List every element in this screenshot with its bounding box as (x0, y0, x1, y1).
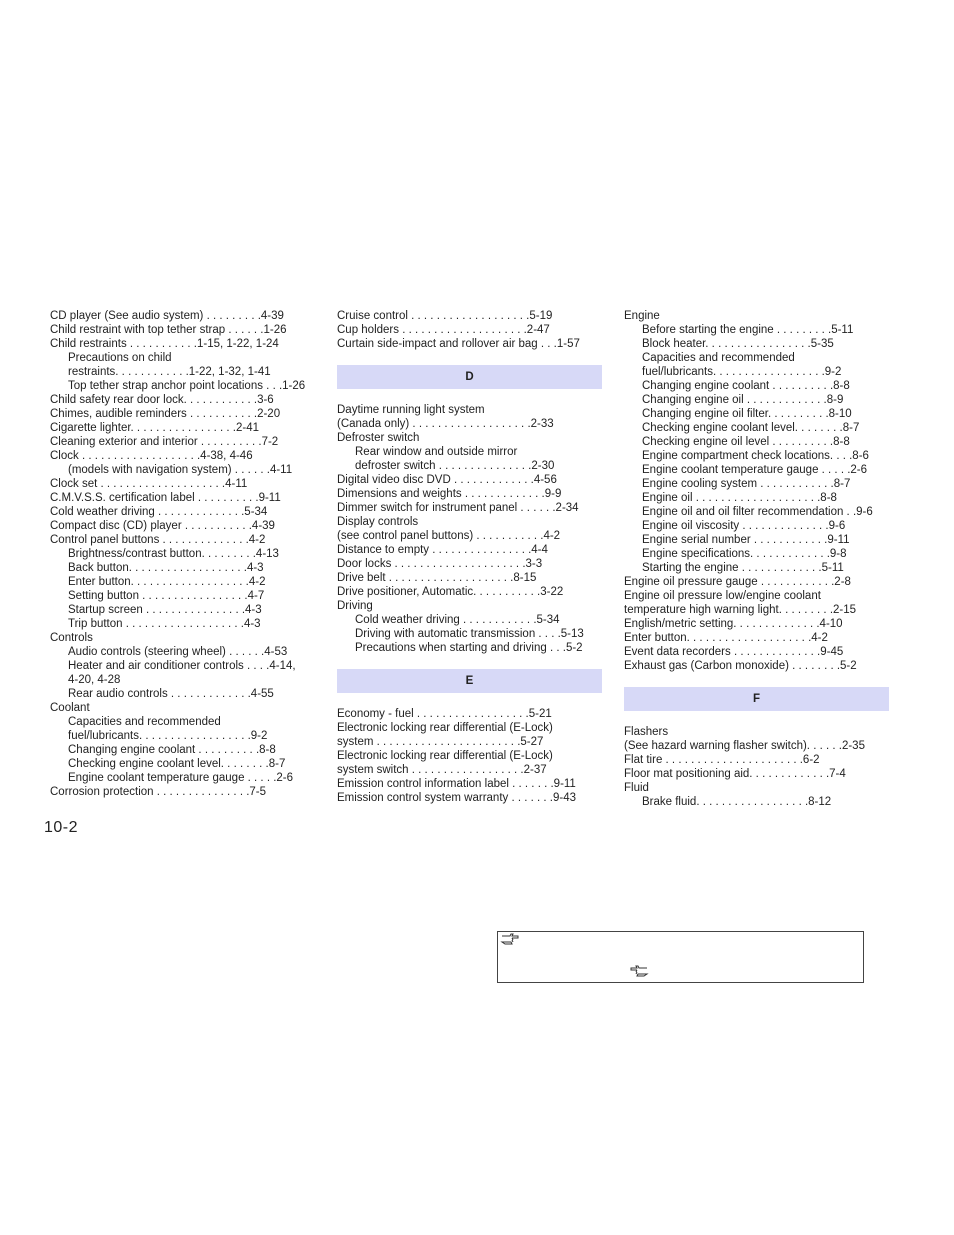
index-subentry: Cold weather driving . . . . . . . . . . . .5-34 (355, 614, 560, 626)
index-subentry: Engine oil and oil filter recommendation . .9-6 (642, 506, 873, 518)
index-entry: Dimensions and weights . . . . . . . . . . . . .9-9 (337, 488, 562, 500)
index-column-1 (50, 309, 315, 799)
page-number: 10-2 (44, 819, 79, 836)
index-entry: Drive belt . . . . . . . . . . . . . . . . . . . .8-15 (337, 572, 537, 584)
index-entry: Cruise control . . . . . . . . . . . . . . . . . . .5-19 (337, 310, 553, 322)
index-entry: Clock set . . . . . . . . . . . . . . . . . . . .4-11 (50, 478, 248, 490)
index-entry: Chimes, audible reminders . . . . . . . . . . .2-20 (50, 408, 281, 420)
index-entry: Engine (624, 310, 660, 322)
index-entry: system . . . . . . . . . . . . . . . . . . . . . . .5-27 (337, 736, 544, 748)
index-subentry: Capacities and recommended (642, 352, 795, 364)
index-subentry: Starting the engine . . . . . . . . . . . . .5-11 (642, 562, 844, 574)
index-entry: Enter button. . . . . . . . . . . . . . . . . . . .4-2 (624, 632, 828, 644)
index-entry: Emission control information label . . . . . . .9-11 (337, 778, 576, 790)
index-entry: Fluid (624, 782, 649, 794)
index-subentry: Changing engine oil . . . . . . . . . . . . .8-9 (642, 394, 844, 406)
index-entry: Child safety rear door lock. . . . . . . . . . . .3-6 (50, 394, 274, 406)
index-subentry: Changing engine coolant . . . . . . . . . .8-8 (642, 380, 850, 392)
section-header-e: E (337, 669, 602, 693)
index-entry: C.M.V.S.S. certification label . . . . . . . . . .9-11 (50, 492, 281, 504)
index-entry: Drive positioner, Automatic. . . . . . . . . . .3-22 (337, 586, 564, 598)
index-subentry: Engine oil viscosity . . . . . . . . . . . . . .9-6 (642, 520, 846, 532)
footer-box (497, 931, 864, 983)
index-subentry: Rear window and outside mirror (355, 446, 518, 458)
index-subentry: Checking engine coolant level. . . . . . . .8-7 (642, 422, 860, 434)
index-subentry: Changing engine oil filter. . . . . . . . . .8-10 (642, 408, 852, 420)
index-entry: Emission control system warranty . . . . . . .9-43 (337, 792, 577, 804)
index-entry: Clock . . . . . . . . . . . . . . . . . . .4-38, 4-46 (50, 450, 253, 462)
index-entry: Dimmer switch for instrument panel . . . . . .2-34 (337, 502, 579, 514)
index-entry: Cold weather driving . . . . . . . . . . . . . .5-34 (50, 506, 268, 518)
index-entry: Child restraint with top tether strap . . . . . .1-26 (50, 324, 287, 336)
index-entry: (See hazard warning flasher switch). . . . . .2-35 (624, 740, 865, 752)
index-entry: Cigarette lighter. . . . . . . . . . . . . . . . .2-41 (50, 422, 259, 434)
index-subentry: Brake fluid. . . . . . . . . . . . . . . . . .8-12 (642, 796, 832, 808)
index-entry: Distance to empty . . . . . . . . . . . . . . . .4-4 (337, 544, 548, 556)
index-subentry: Trip button . . . . . . . . . . . . . . . . . . .4-3 (68, 618, 261, 630)
pointing-hand-right-icon (500, 933, 520, 950)
index-entry: Flashers (624, 726, 669, 738)
index-subentry: Engine specifications. . . . . . . . . . . . .9-8 (642, 548, 847, 560)
index-subentry: Engine cooling system . . . . . . . . . . . .8-7 (642, 478, 851, 490)
index-entry: Digital video disc DVD . . . . . . . . . . . . .4-56 (337, 474, 557, 486)
index-entry: English/metric setting. . . . . . . . . . . . . .4-10 (624, 618, 843, 630)
section-header-d: D (337, 365, 602, 389)
index-subentry: Startup screen . . . . . . . . . . . . . . . .4-3 (68, 604, 262, 616)
index-entry: Flat tire . . . . . . . . . . . . . . . . . . . . . .6-2 (624, 754, 820, 766)
index-entry: Electronic locking rear differential (E-Lock) (337, 722, 553, 734)
index-entry: Cup holders . . . . . . . . . . . . . . . . . . . .2-47 (337, 324, 550, 336)
index-entry: Exhaust gas (Carbon monoxide) . . . . . . . .5-2 (624, 660, 857, 672)
column2-top-entries (337, 309, 602, 351)
index-entry: Economy - fuel . . . . . . . . . . . . . . . . . .5-21 (337, 708, 552, 720)
index-subentry: Checking engine oil level . . . . . . . . . .8-8 (642, 436, 850, 448)
index-subentry: Block heater. . . . . . . . . . . . . . . . .5-35 (642, 338, 834, 350)
index-entry: Door locks . . . . . . . . . . . . . . . . . . . . .3-3 (337, 558, 543, 570)
index-entry: (Canada only) . . . . . . . . . . . . . . . . . . .2-33 (337, 418, 554, 430)
index-entry: Defroster switch (337, 432, 420, 444)
index-subentry: Audio controls (steering wheel) . . . . . .4-53 (68, 646, 288, 658)
pointing-hand-left-icon (629, 965, 649, 982)
index-subentry: Capacities and recommended (68, 716, 221, 728)
index-entry: Engine oil pressure low/engine coolant (624, 590, 821, 602)
index-entry: system switch . . . . . . . . . . . . . . . . . .2-37 (337, 764, 547, 776)
index-subentry: Engine compartment check locations. . . .8-6 (642, 450, 869, 462)
section-d-entries (337, 403, 602, 655)
index-subentry: 4-20, 4-28 (68, 674, 121, 686)
index-entry: Cleaning exterior and interior . . . . . . . . . .7-2 (50, 436, 279, 448)
index-entry: Engine oil pressure gauge . . . . . . . . . . . .2-8 (624, 576, 851, 588)
index-subentry: Engine serial number . . . . . . . . . . . .9-11 (642, 534, 850, 546)
index-entry: Event data recorders . . . . . . . . . . . . . .9-45 (624, 646, 844, 658)
section-f-entries (624, 725, 889, 809)
index-entry: Daytime running light system (337, 404, 485, 416)
index-subentry: Heater and air conditioner controls . . . .4-14, (68, 660, 296, 672)
index-subentry: restraints. . . . . . . . . . . .1-22, 1-32, 1-41 (68, 366, 271, 378)
index-subentry: Precautions when starting and driving . . .5-2 (355, 642, 583, 654)
index-entry: Curtain side-impact and rollover air bag . . .1-57 (337, 338, 580, 350)
index-subentry: Top tether strap anchor point locations . . .1-26 (68, 380, 306, 392)
index-entry: Compact disc (CD) player . . . . . . . . . . .4-39 (50, 520, 275, 532)
index-subentry: fuel/lubricants. . . . . . . . . . . . . . . . . .9-2 (68, 730, 268, 742)
column3-top-entries (624, 309, 889, 673)
index-entry: Controls (50, 632, 93, 644)
index-entry: Corrosion protection . . . . . . . . . . . . . . .7-5 (50, 786, 267, 798)
section-e-entries (337, 707, 602, 805)
index-subentry: Engine coolant temperature gauge . . . . .2-6 (68, 772, 294, 784)
index-subentry: Changing engine coolant . . . . . . . . . .8-8 (68, 744, 276, 756)
index-subentry: Engine oil . . . . . . . . . . . . . . . . . . . .8-8 (642, 492, 837, 504)
index-subentry: defroster switch . . . . . . . . . . . . . . .2-30 (355, 460, 555, 472)
index-entry: CD player (See audio system) . . . . . . . . .4-39 (50, 310, 284, 322)
index-column-3 (624, 309, 889, 809)
index-subentry: Back button. . . . . . . . . . . . . . . . . . .4-3 (68, 562, 264, 574)
index-entry: Display controls (337, 516, 419, 528)
index-subentry: Before starting the engine . . . . . . . . .5-11 (642, 324, 854, 336)
index-entry: Electronic locking rear differential (E-Lock) (337, 750, 553, 762)
index-subentry: Setting button . . . . . . . . . . . . . . . . .4-7 (68, 590, 265, 602)
index-entry: temperature high warning light. . . . . . . . .2-15 (624, 604, 857, 616)
index-subentry: Checking engine coolant level. . . . . . . .8-7 (68, 758, 286, 770)
index-subentry: Brightness/contrast button. . . . . . . . .4-13 (68, 548, 279, 560)
index-column-2 (337, 309, 602, 805)
index-subentry: Driving with automatic transmission . . . .5-13 (355, 628, 584, 640)
index-entry: (see control panel buttons) . . . . . . . . . . .4-2 (337, 530, 561, 542)
index-subentry: Enter button. . . . . . . . . . . . . . . . . . .4-2 (68, 576, 266, 588)
index-subentry: Rear audio controls . . . . . . . . . . . . .4-55 (68, 688, 274, 700)
index-subentry: (models with navigation system) . . . . . .4-11 (68, 464, 293, 476)
index-subentry: Engine coolant temperature gauge . . . . .2-6 (642, 464, 868, 476)
index-entry: Child restraints . . . . . . . . . . .1-15, 1-22, 1-24 (50, 338, 279, 350)
index-entry: Coolant (50, 702, 90, 714)
index-entry: Floor mat positioning aid. . . . . . . . . . . . .7-4 (624, 768, 846, 780)
index-subentry: fuel/lubricants. . . . . . . . . . . . . . . . . .9-2 (642, 366, 842, 378)
index-entry: Control panel buttons . . . . . . . . . . . . . .4-2 (50, 534, 266, 546)
index-entry: Driving (337, 600, 373, 612)
index-subentry: Precautions on child (68, 352, 172, 364)
section-header-f: F (624, 687, 889, 711)
